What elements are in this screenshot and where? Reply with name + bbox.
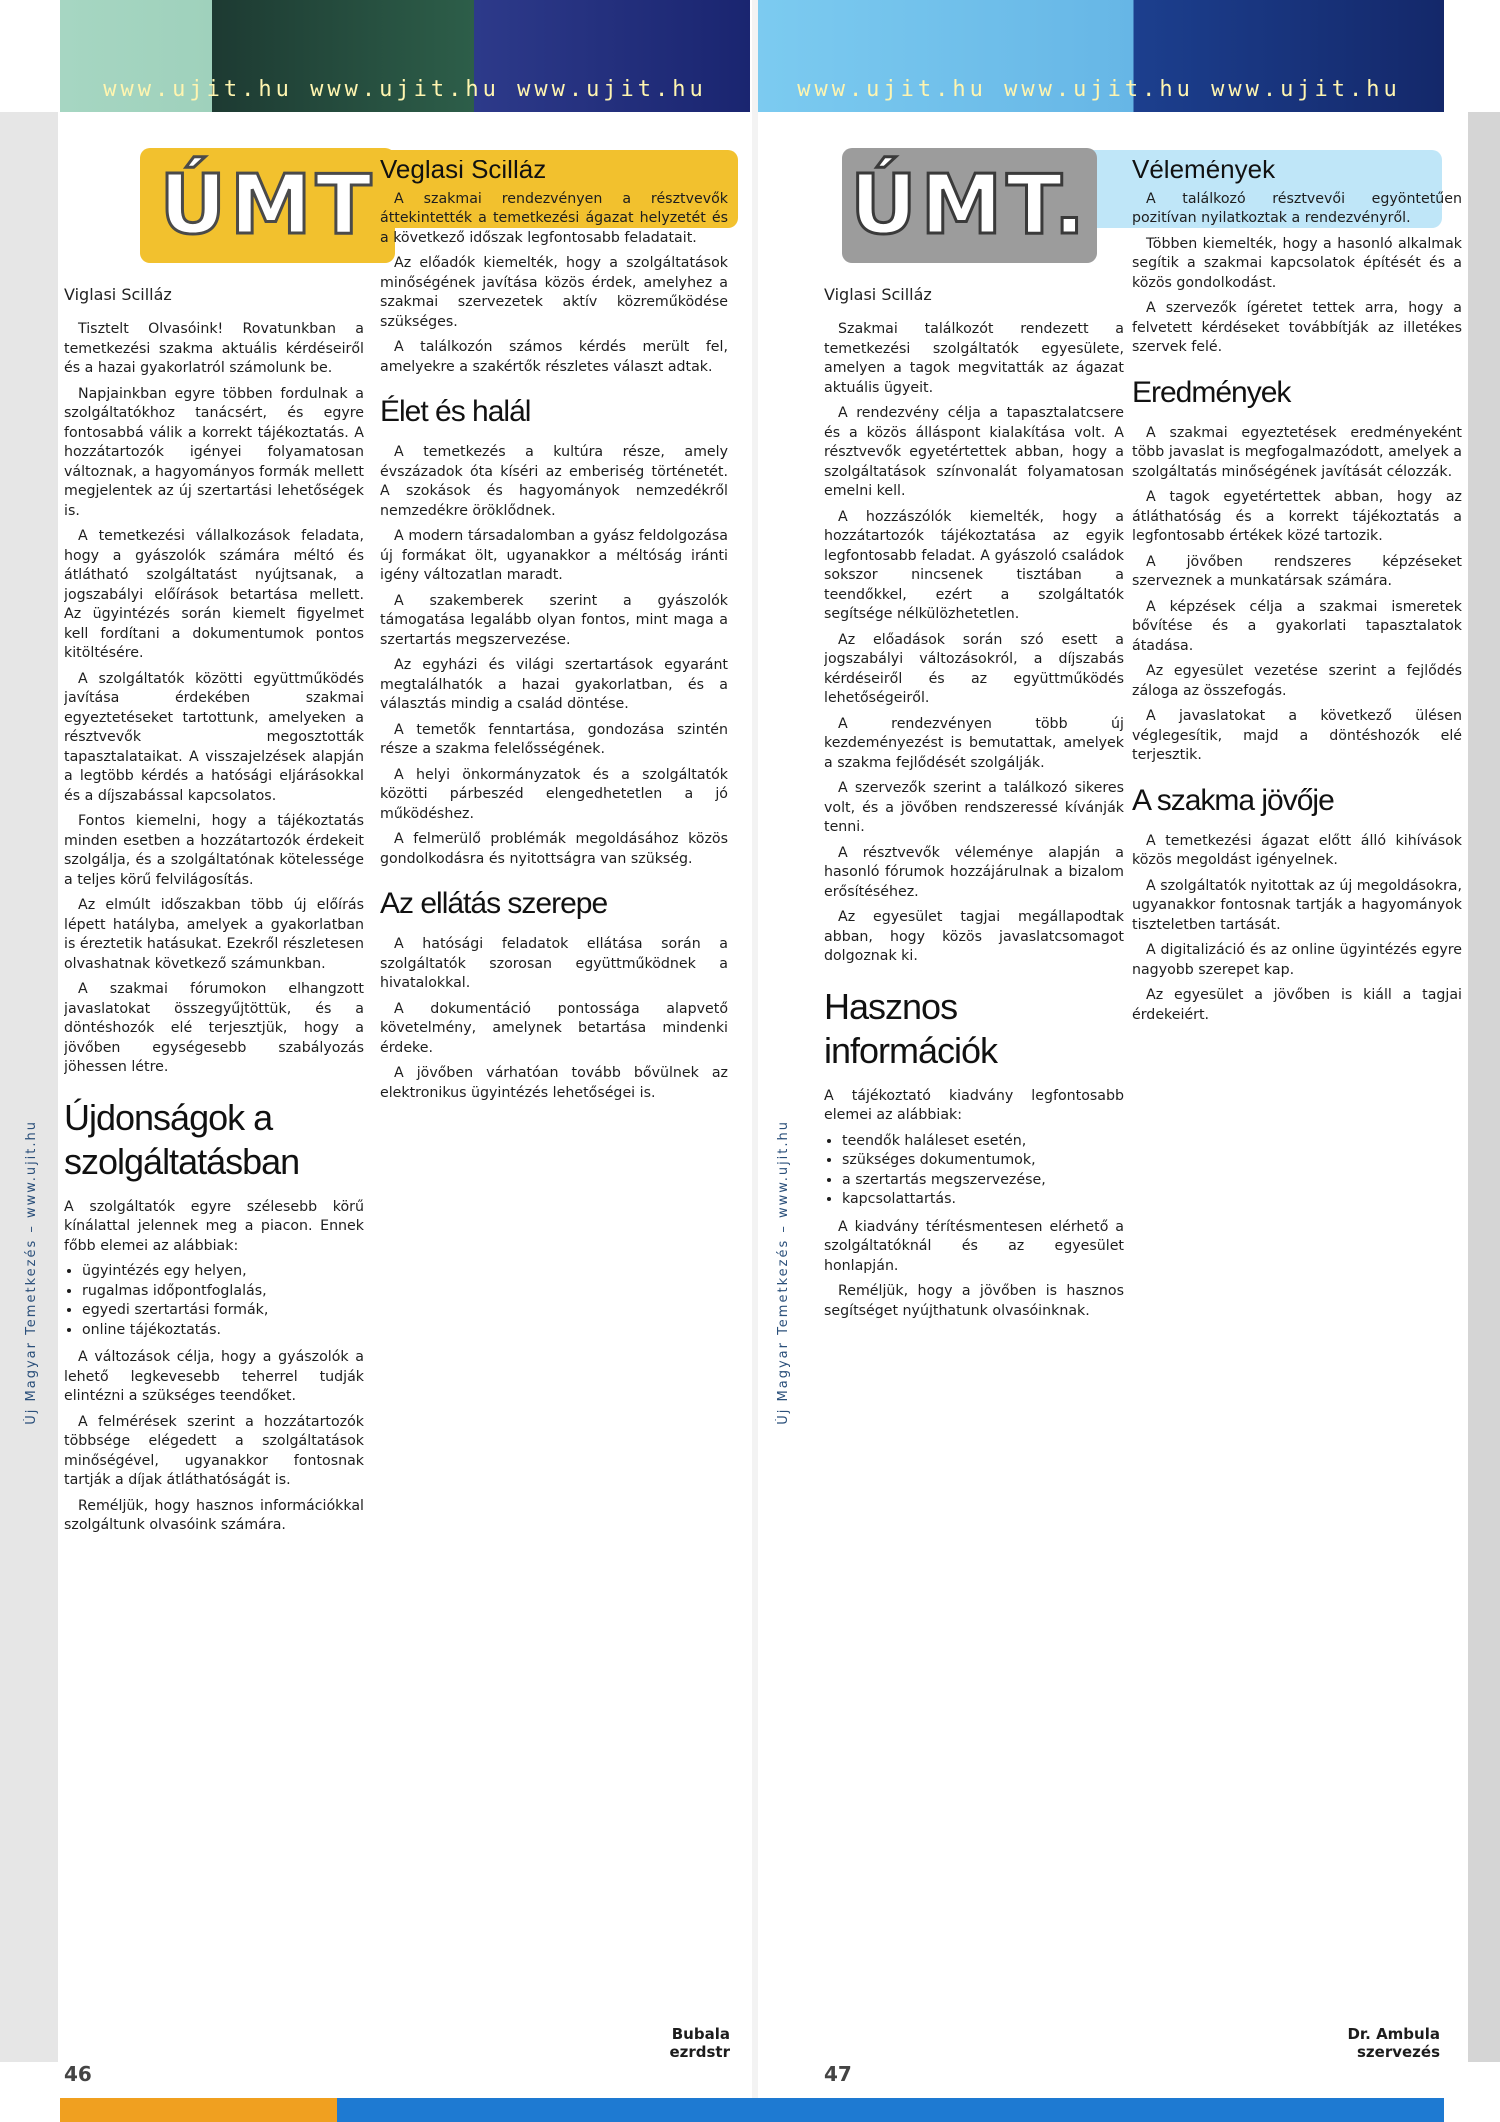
- article-paragraph: Többen kiemelték, hogy a hasonló alkalmak segítik a szakmai kapcsolatok építését és a közös gondolkodást.: [1132, 235, 1462, 291]
- article-paragraph: Tisztelt Olvasóink! Rovatunkban a temetkezési szakma aktuális kérdéseiről és a hazai gyakorlatról számolunk be.: [64, 321, 364, 376]
- spine-text-left: Új Magyar Temetkezés – www.ujit.hu: [24, 1120, 39, 1425]
- article-paragraph: Az egyesület tagjai megállapodtak abban, hogy közös javaslatcsomagot dolgoznak ki.: [824, 909, 1124, 964]
- article-paragraph: Reméljük, hogy a jövőben is hasznos segítséget nyújthatunk olvasóinknak.: [824, 1283, 1124, 1319]
- section-heading: Eredmények: [1132, 375, 1291, 409]
- top-banner-right: [754, 0, 1444, 112]
- article-paragraph: A képzések célja a szakmai ismeretek bővítése és a gyakorlati tapasztalatok átadása.: [1132, 598, 1462, 654]
- article-paragraph: A kiadvány térítésmentesen elérhető a szolgáltatóknál és az egyesület honlapján.: [824, 1218, 1124, 1274]
- article-paragraph: A jövőben rendszeres képzéseket szerveznek a munkatársak számára.: [1132, 553, 1462, 589]
- list-item: • teendők haláleset esetén,: [842, 1132, 1124, 1152]
- signature-right: Dr. Ambula szervezés: [1347, 2025, 1440, 2061]
- article-paragraph: A résztvevők véleménye alapján a hasonló fórumok hozzájárulnak a bizalom erősítéséhez.: [824, 844, 1124, 900]
- article-paragraph: A temetkezési ágazat előtt álló kihívások közös megoldást igényelnek.: [1132, 832, 1462, 868]
- article-paragraph: Az előadók kiemelték, hogy a szolgáltatások minőségének javítása közös érdek, amelyhez a szakmai szervezetek aktív közreműködése szükséges.: [380, 255, 728, 330]
- list-item: • online tájékoztatás.: [82, 1321, 364, 1341]
- logo-mark: ÚMT.: [850, 158, 1089, 253]
- article-paragraph: A szakemberek szerint a gyászolók támogatása legalább olyan fontos, mint maga a szertartás megszervezése.: [380, 592, 728, 648]
- page-gutter: [752, 0, 758, 2122]
- banner-url-right[interactable]: www.ujit.hu www.ujit.hu www.ujit.hu: [797, 77, 1401, 102]
- article-paragraph: A szakmai fórumokon elhangzott javaslatokat összegyűjtöttük, és a döntéshozók elé terjesztjük, hogy a jövőben egységesebb szabályozás jöhessen létre.: [64, 981, 364, 1075]
- article-paragraph: Az egyesület a jövőben is kiáll a tagjai érdekeiért.: [1132, 987, 1462, 1023]
- author-byline-right: Viglasi Scilláz: [824, 285, 932, 304]
- article-paragraph: A javaslatokat a következő ülésen véglegesítik, majd a döntéshozók elé terjesztik.: [1132, 708, 1462, 763]
- article-paragraph: A jövőben várhatóan tovább bővülnek az elektronikus ügyintézés lehetőségei is.: [380, 1065, 728, 1101]
- article-paragraph: A felmérések szerint a hozzátartozók többsége elégedett a szolgáltatások minőségével, ugyanakkor fontosnak tartják a díjak átláthatóságát is.: [64, 1413, 364, 1488]
- list-item: • egyedi szertartási formák,: [82, 1301, 364, 1321]
- magazine-logo-left: [140, 148, 395, 263]
- article-paragraph: A szolgáltatók közötti együttműködés javítása érdekében szakmai egyeztetéseket tartottunk, amelyeken a résztvevők megosztották tapasztalataikat. A visszajelzések alapján a legtöbb kérdés a hatósági eljárásokkal és a díjszabással kapcsolatos.: [64, 670, 364, 804]
- article-paragraph: A szervezők szerint a találkozó sikeres volt, és a jövőben rendszeressé kívánják tenni.: [824, 780, 1124, 835]
- article-paragraph: A tagok egyetértettek abban, hogy az átláthatóság és a korrekt tájékoztatás a legfontosabb értékek közé tartozik.: [1132, 489, 1462, 544]
- article-paragraph: Az elmúlt időszakban több új előírás lépett hatályba, amelyek a gyakorlatban is éreztetik hatásukat. Ezekről részletesen olvashatnak következő számunkban.: [64, 897, 364, 972]
- article-paragraph: A temetők fenntartása, gondozása szintén része a szakma felelősségének.: [380, 721, 728, 757]
- section-heading: A szakma jövője: [1132, 783, 1334, 817]
- article-paragraph: Szakmai találkozót rendezett a temetkezési szolgáltatók egyesülete, amelyen a tagok megvitatták az ágazat aktuális ügyeit.: [824, 321, 1124, 396]
- article-paragraph: Napjainkban egyre többen fordulnak a szolgáltatókhoz tanácsért, és egyre fontosabbá válik a korrekt tájékoztatás. A hozzátartozók igényei folyamatosan változnak, a hagyományos formák mellett megjelentek az új szertartási lehetőségek is.: [64, 385, 364, 519]
- article-paragraph: A felmerülő problémák megoldásához közös gondolkodásra és nyitottságra van szükség.: [380, 831, 728, 867]
- column-top-heading: Vélemények: [1132, 160, 1276, 184]
- article-paragraph: Az egyházi és világi szertartások egyaránt megtalálhatók a hazai gyakorlatban, és a választás mindig a család döntése.: [380, 657, 728, 712]
- article-paragraph: A szolgáltatók nyitottak az új megoldásokra, ugyanakkor fontosnak tartják a hagyományok tiszteletben tartását.: [1132, 877, 1462, 933]
- article-paragraph: A változások célja, hogy a gyászolók a lehető legkevesebb teherrel tudják elintézni a szükséges teendőket.: [64, 1349, 364, 1404]
- article-paragraph: A találkozó résztvevői egyöntetűen pozitívan nyilatkoztak a rendezvényről.: [1132, 190, 1462, 226]
- bottom-color-bar: [60, 2098, 1444, 2122]
- bullet-list: [64, 1262, 364, 1340]
- article-paragraph: A digitalizáció és az online ügyintézés egyre nagyobb szerepet kap.: [1132, 942, 1462, 978]
- article-paragraph: A temetkezési vállalkozások feladata, hogy a gyászolók számára méltó és átlátható szolgáltatást nyújtsanak, a jogszabályi előírások betartása mellett. Az ügyintézés során kiemelt figyelmet kell fordítani a dokumentumok pontos kitöltésére.: [64, 528, 364, 661]
- list-item: • kapcsolattartás.: [842, 1190, 1124, 1210]
- article-paragraph: Az egyesület vezetése szerint a fejlődés záloga az összefogás.: [1132, 663, 1462, 699]
- article-paragraph: A hozzászólók kiemelték, hogy a hozzátartozók tájékoztatása az egyik legfontosabb feladat. A gyászoló családok sokszor nincsenek tisztában a teendőkkel, ezért a szolgáltatók segítsége nélkülözhetetlen.: [824, 508, 1124, 622]
- section-heading: Az ellátás szerepe: [380, 887, 608, 920]
- section-heading: Újdonságok a szolgáltatásban: [64, 1096, 300, 1182]
- logo-mark: ÚMT: [159, 158, 376, 253]
- article-paragraph: A rendezvényen több új kezdeményezést is bemutattak, amelyek a szakma fejlődését szolgálják.: [824, 715, 1124, 771]
- right-page-column-1: [824, 320, 1124, 2060]
- list-item: • szükséges dokumentumok,: [842, 1151, 1124, 1171]
- bullet-list: [824, 1132, 1124, 1210]
- article-paragraph: A szakmai rendezvényen a résztvevők áttekintették a temetkezési ágazat helyzetét és a következő időszak legfontosabb feladatait.: [380, 190, 728, 246]
- spine-text-right: Új Magyar Temetkezés – www.ujit.hu: [776, 1120, 791, 1425]
- article-paragraph: A rendezvény célja a tapasztalatcsere és a közös álláspont kialakítása volt. A résztvevők egyetértettek abban, hogy a szolgáltatások színvonalát folyamatosan emelni kell.: [824, 405, 1124, 499]
- top-banner-left: [60, 0, 750, 112]
- right-page-column-2: [1132, 160, 1462, 2050]
- article-paragraph: A hatósági feladatok ellátása során a szolgáltatók szorosan együttműködnek a hivatalokkal.: [380, 936, 728, 991]
- section-heading: Élet és halál: [380, 395, 531, 428]
- column-top-heading: Veglasi Scilláz: [380, 160, 547, 184]
- left-page-column-1: [64, 320, 364, 2060]
- signature-left: Bubala ezrdstr: [669, 2025, 730, 2061]
- article-paragraph: A találkozón számos kérdés merült fel, amelyekre a szakértők részletes választ adtak.: [380, 339, 728, 375]
- article-paragraph: A tájékoztató kiadvány legfontosabb elemei az alábbiak:: [824, 1087, 1124, 1123]
- article-paragraph: Fontos kiemelni, hogy a tájékoztatás minden esetben a hozzátartozók érdekeit szolgálja, és a szolgáltatónak kötelessége a teljes körű felvilágosítás.: [64, 813, 364, 888]
- list-item: • rugalmas időpontfoglalás,: [82, 1282, 364, 1302]
- list-item: • a szertartás megszervezése,: [842, 1171, 1124, 1191]
- author-byline-left: Viglasi Scilláz: [64, 285, 172, 304]
- article-paragraph: Az előadások során szó esett a jogszabályi változásokról, a díjszabás kérdéseiről és az együttműködés lehetőségeiről.: [824, 631, 1124, 706]
- list-item: • ügyintézés egy helyen,: [82, 1262, 364, 1282]
- page-number-left: 46: [64, 2062, 92, 2086]
- article-paragraph: A temetkezés a kultúra része, amely évszázadok óta kíséri az emberiség történetét. A szokások és hagyományok nemzedékről nemzedékre öröklődnek.: [380, 444, 728, 519]
- magazine-logo-right: [842, 148, 1097, 263]
- article-paragraph: Reméljük, hogy hasznos információkkal szolgáltunk olvasóink számára.: [64, 1497, 364, 1533]
- left-margin-strip: [0, 112, 58, 2062]
- article-paragraph: A szakmai egyeztetések eredményeként több javaslat is megfogalmazódott, amelyek a szolgáltatás minőségének javítását célozzák.: [1132, 424, 1462, 480]
- article-paragraph: A szolgáltatók egyre szélesebb körű kínálattal jelennek meg a piacon. Ennek főbb elemei az alábbiak:: [64, 1198, 364, 1254]
- right-margin-strip: [1468, 112, 1500, 2062]
- article-paragraph: A helyi önkormányzatok és a szolgáltatók közötti párbeszéd elengedhetetlen a jó működéshez.: [380, 766, 728, 822]
- banner-url-left[interactable]: www.ujit.hu www.ujit.hu www.ujit.hu: [103, 77, 707, 102]
- section-heading: Hasznos információk: [824, 985, 998, 1071]
- article-paragraph: A dokumentáció pontossága alapvető követelmény, amelynek betartása mindenki érdeke.: [380, 1000, 728, 1056]
- article-paragraph: A szervezők ígéretet tettek arra, hogy a felvetett kérdéseket továbbítják az illetékes szervek felé.: [1132, 300, 1462, 355]
- page-number-right: 47: [824, 2062, 852, 2086]
- left-page-column-2: [380, 160, 728, 2050]
- article-paragraph: A modern társadalomban a gyász feldolgozása új formákat ölt, ugyanakkor a méltóság iránti igény változatlan maradt.: [380, 528, 728, 583]
